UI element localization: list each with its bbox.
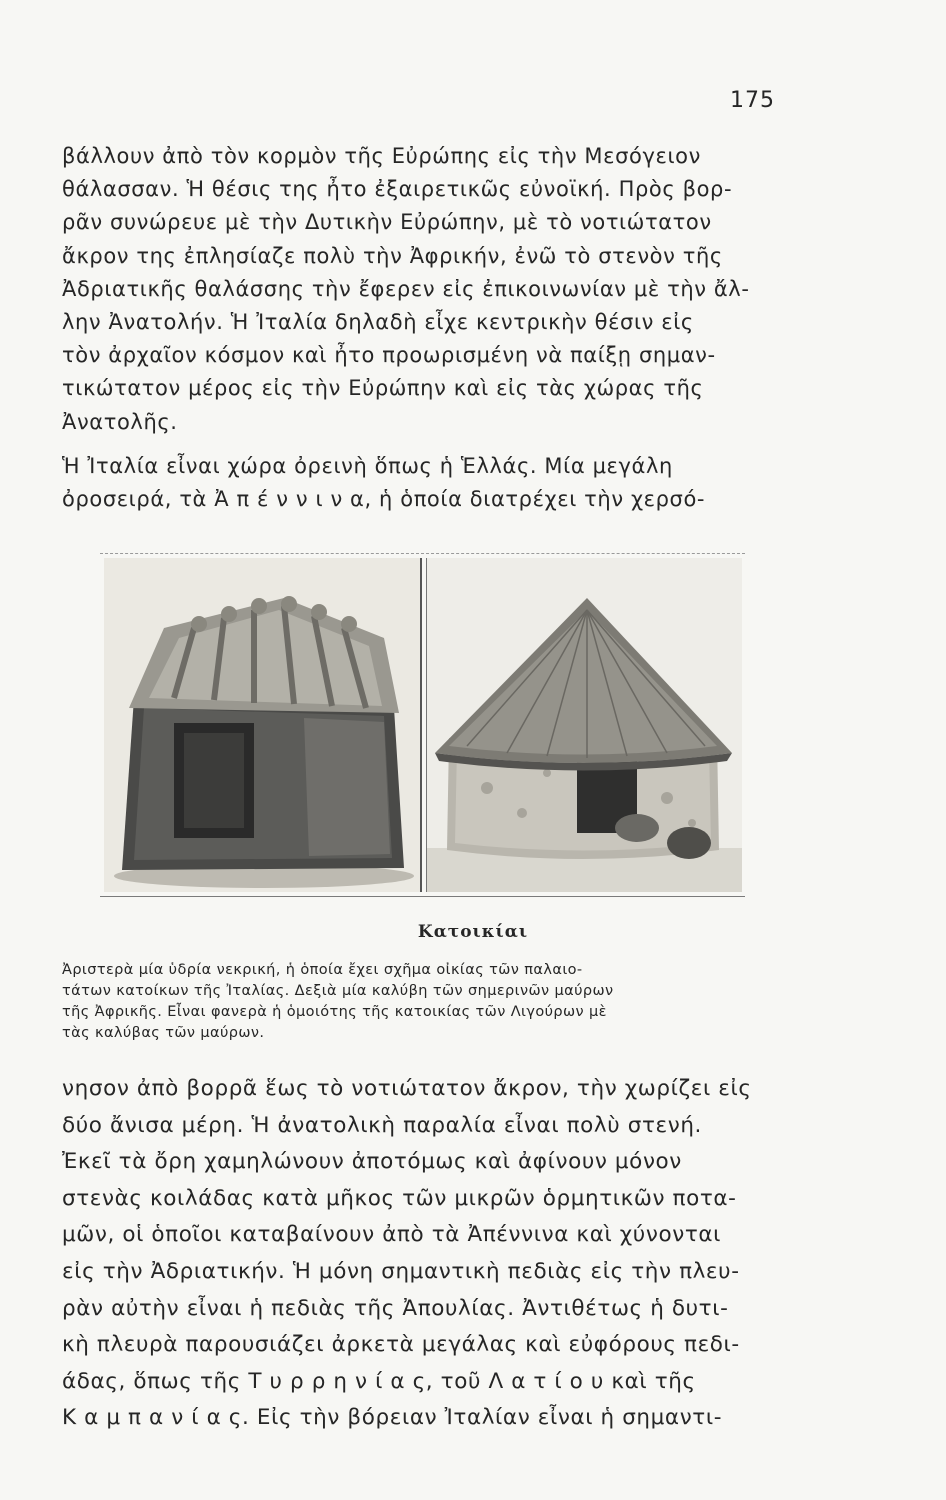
text-line: άδας, ὅπως τῆς Τ υ ρ ρ η ν ί α ς, τοῦ Λ α τ ί ο υ καὶ τῆς bbox=[62, 1368, 696, 1394]
text-line: θάλασσαν. Ἡ θέσις της ἦτο ἐξαιρετικῶς εὐνοϊκή. Πρὸς βορ- bbox=[62, 177, 733, 202]
text-line: ρὰν αὐτὴν εἶναι ἡ πεδιὰς τῆς Ἀπουλίας. Ἀντιθέτως ἡ δυτι- bbox=[62, 1295, 729, 1321]
text-line: κὴ πλευρὰ παρουσιάζει ἀρκετὰ μεγάλας καὶ εὐφόρους πεδι- bbox=[62, 1332, 740, 1358]
text-line: τικώτατον μέρος εἰς τὴν Εὐρώπην καὶ εἰς τὰς χώρας τῆς bbox=[62, 376, 704, 401]
page-number: 175 bbox=[730, 88, 775, 113]
text-line: βάλλουν ἀπὸ τὸν κορμὸν τῆς Εὐρώπης εἰς τὴν Μεσόγειον bbox=[62, 144, 701, 168]
paragraph-2 bbox=[62, 450, 804, 516]
text-line: λην Ἀνατολήν. Ἡ Ἰταλία δηλαδὴ εἶχε κεντρικὴν θέσιν εἰς bbox=[62, 310, 694, 335]
paragraph-1 bbox=[62, 140, 804, 439]
text-line: νησον ἀπὸ βορρᾶ ἕως τὸ νοτιώτατον ἄκρον, τὴν χωρίζει εἰς bbox=[62, 1076, 752, 1101]
african-hut-photo bbox=[426, 558, 742, 892]
hut-urn-image bbox=[104, 558, 420, 892]
text-line: τὸν ἀρχαῖον κόσμον καὶ ἦτο προωρισμένη νὰ παίξῃ σημαν- bbox=[62, 343, 716, 368]
text-line: Ἀδριατικῆς θαλάσσης τὴν ἔφερεν εἰς ἐπικοινωνίαν μὲ τὴν ἄλ- bbox=[62, 276, 750, 301]
round-hut-image bbox=[427, 558, 742, 892]
text-line: στενὰς κοιλάδας κατὰ μῆκος τῶν μικρῶν ὁρμητικῶν ποτα- bbox=[62, 1185, 737, 1211]
caption-line: Ἀριστερὰ μία ὑδρία νεκρική, ἡ ὁποία ἔχει σχῆμα οἰκίας τῶν παλαιο- bbox=[62, 962, 583, 978]
text-line: δύο ἄνισα μέρη. Ἡ ἀνατολικὴ παραλία εἶναι πολὺ στενή. bbox=[62, 1112, 702, 1138]
text-line: Ἀνατολῆς. bbox=[62, 409, 178, 434]
funerary-urn-photo bbox=[104, 558, 422, 892]
paragraph-3 bbox=[62, 1071, 804, 1437]
figure-caption bbox=[62, 960, 804, 1044]
caption-line: τῆς Ἀφρικῆς. Εἶναι φανερὰ ἡ ὁμοιότης τῆς κατοικίας τῶν Λιγούρων μὲ bbox=[62, 1004, 607, 1020]
text-line: εἰς τὴν Ἀδριατικήν. Ἡ μόνη σημαντικὴ πεδιὰς εἰς τὴν πλευ- bbox=[62, 1258, 740, 1284]
text-line: Ἐκεῖ τὰ ὄρη χαμηλώνουν ἀποτόμως καὶ ἀφίνουν μόνον bbox=[62, 1149, 682, 1175]
text-line: ἄκρον της ἐπλησίαζε πολὺ τὴν Ἀφρικήν, ἐνῶ τὸ στενὸν τῆς bbox=[62, 243, 723, 268]
caption-line: τάτων κατοίκων τῆς Ἰταλίας. Δεξιὰ μία καλύβη τῶν σημερινῶν μαύρων bbox=[62, 983, 614, 999]
text-line: ρᾶν συνώρευε μὲ τὴν Δυτικὴν Εὐρώπην, μὲ τὸ νοτιώτατον bbox=[62, 210, 712, 235]
text-line: Κ α μ π α ν ί α ς. Εἰς τὴν βόρειαν Ἰταλίαν εἶναι ἡ σημαντι- bbox=[62, 1405, 723, 1431]
figure-dwellings bbox=[100, 553, 745, 897]
caption-line: τὰς καλύβας τῶν μαύρων. bbox=[62, 1025, 265, 1041]
text-line: μῶν, οἱ ὁποῖοι καταβαίνουν ἀπὸ τὰ Ἀπέννινα καὶ χύνονται bbox=[62, 1222, 722, 1248]
text-line: ὀροσειρά, τὰ Ἀ π έ ν ν ι ν α, ἡ ὁποία διατρέχει τὴν χερσό- bbox=[62, 487, 706, 512]
text-line: Ἡ Ἰταλία εἶναι χώρα ὀρεινὴ ὅπως ἡ Ἑλλάς. Μία μεγάλη bbox=[62, 454, 673, 478]
caption-title: Κατοικίαι bbox=[417, 922, 529, 942]
